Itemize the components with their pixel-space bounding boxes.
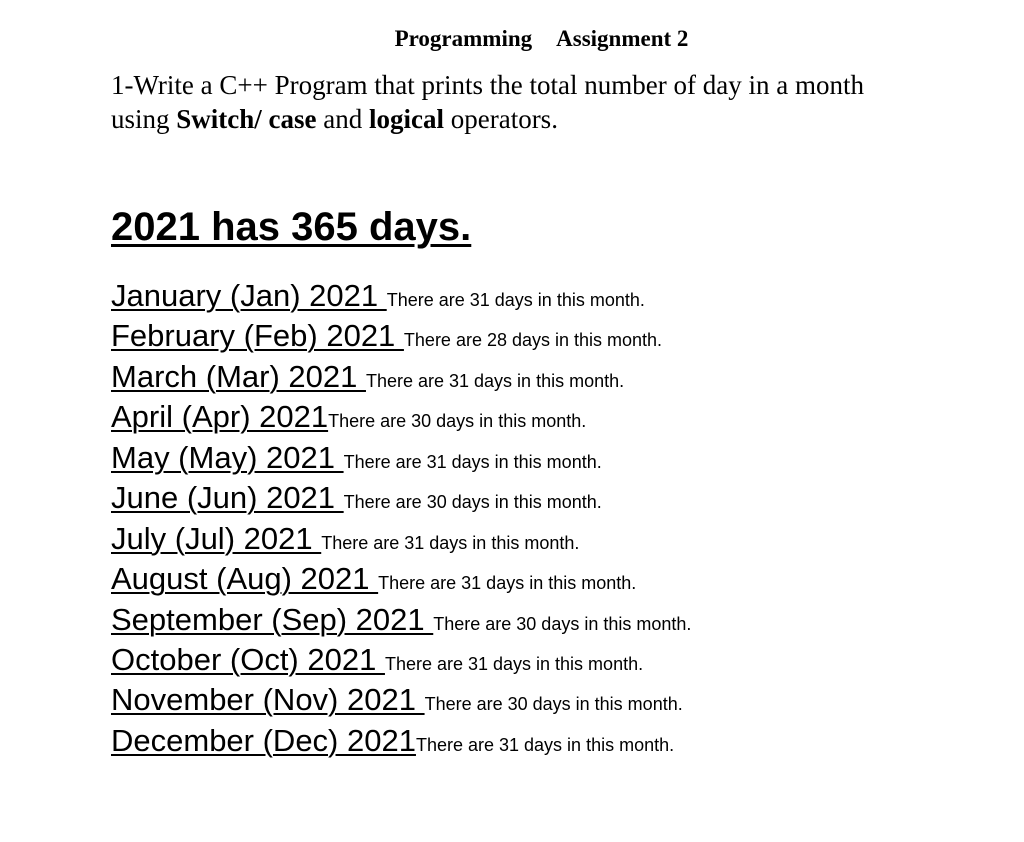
month-row-december — [111, 721, 691, 761]
month-days-text: There are 30 days in this month. — [433, 613, 692, 634]
month-name: November (Nov) 2021 — [111, 682, 425, 718]
month-list — [111, 276, 691, 761]
month-name: June (Jun) 2021 — [111, 480, 344, 516]
month-row-february — [111, 316, 691, 356]
month-name: August (Aug) 2021 — [111, 561, 379, 597]
month-days-text: There are 31 days in this month. — [415, 734, 675, 755]
year-heading: 2021 has 365 days. — [111, 205, 472, 249]
month-days-text: There are 30 days in this month. — [328, 411, 587, 432]
month-row-march — [111, 357, 691, 397]
title-assignment: Assignment 2 — [556, 26, 689, 51]
month-days-text: There are 31 days in this month. — [321, 532, 580, 553]
month-name: April (Apr) 2021 — [111, 399, 329, 435]
month-name: December (Dec) 2021 — [111, 722, 416, 758]
month-row-july — [111, 519, 691, 559]
month-row-april — [111, 397, 691, 437]
month-row-november — [111, 680, 691, 720]
month-days-text: There are 31 days in this month. — [343, 451, 602, 472]
month-row-october — [111, 640, 691, 680]
month-row-september — [111, 600, 691, 640]
month-name: October (Oct) 2021 — [111, 641, 385, 677]
page-title — [0, 26, 1024, 52]
task-switch-case: Switch/ case — [176, 104, 317, 134]
month-name: February (Feb) 2021 — [111, 318, 404, 354]
title-programming: Programming — [394, 26, 533, 51]
month-name: January (Jan) 2021 — [111, 278, 387, 313]
task-and: and — [316, 104, 369, 134]
month-days-text: There are 31 days in this month. — [378, 573, 637, 594]
task-prefix: 1-Write a C++ Program that prints the total number of day in a month using — [111, 70, 864, 134]
month-row-january — [111, 276, 691, 316]
month-name: September (Sep) 2021 — [111, 601, 434, 637]
task-description — [111, 68, 911, 136]
month-row-may — [111, 438, 691, 478]
month-days-text: There are 31 days in this month. — [384, 653, 644, 674]
month-days-text: There are 31 days in this month. — [386, 290, 645, 310]
month-days-text: There are 30 days in this month. — [343, 492, 602, 513]
month-row-june — [111, 478, 691, 518]
month-name: July (Jul) 2021 — [111, 520, 322, 556]
month-name: May (May) 2021 — [111, 439, 344, 475]
month-row-august — [111, 559, 691, 599]
month-days-text: There are 30 days in this month. — [424, 694, 683, 715]
month-days-text: There are 28 days in this month. — [403, 330, 663, 351]
month-name: March (Mar) 2021 — [111, 358, 366, 394]
month-days-text: There are 31 days in this month. — [365, 370, 625, 391]
task-logical: logical — [368, 104, 444, 134]
task-suffix: operators. — [443, 104, 558, 134]
